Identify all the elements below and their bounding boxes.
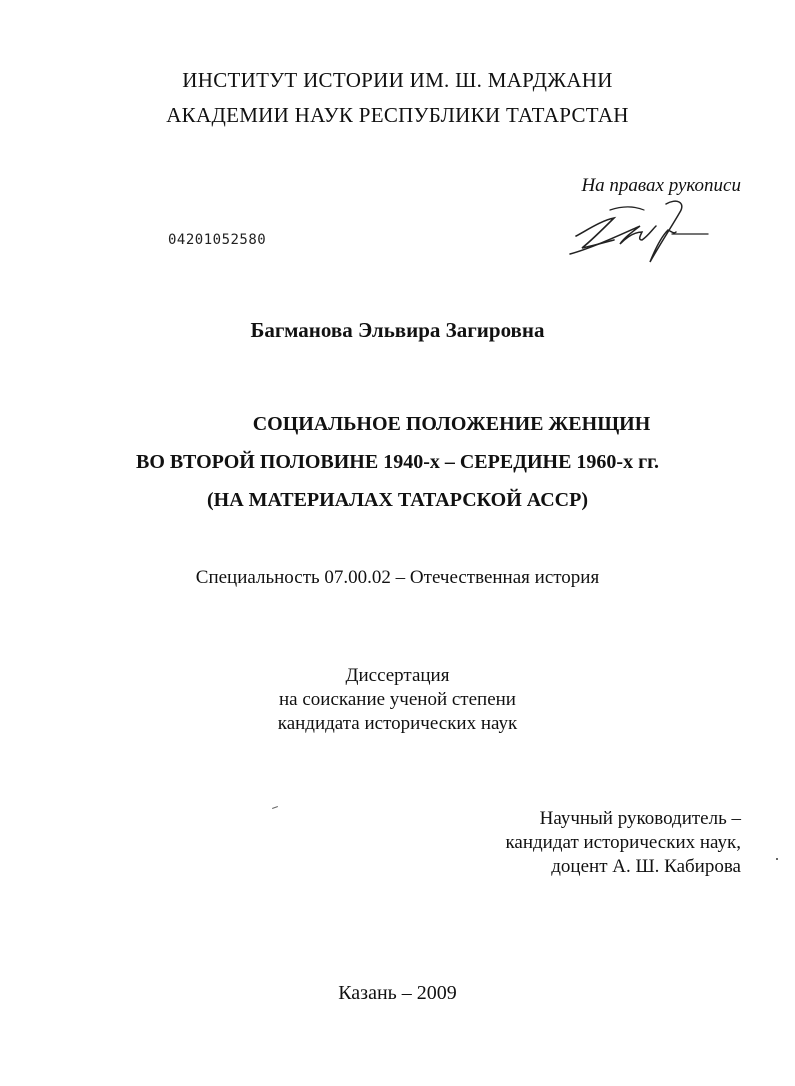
- supervisor-line2: кандидат исторических наук,: [505, 832, 741, 853]
- rights-note: На правах рукописи: [581, 175, 741, 196]
- title-line3: (НА МАТЕРИАЛАХ ТАТАРСКОЙ АССР): [207, 489, 588, 511]
- dissertation-line1: Диссертация: [345, 665, 450, 686]
- title-line1: СОЦИАЛЬНОЕ ПОЛОЖЕНИЕ ЖЕНЩИН: [252, 413, 651, 435]
- institute-name-line2: АКАДЕМИИ НАУК РЕСПУБЛИКИ ТАТАРСТАН: [166, 103, 629, 127]
- institute-name-line1: ИНСТИТУТ ИСТОРИИ ИМ. Ш. МАРДЖАНИ: [182, 68, 613, 92]
- supervisor-line3: доцент А. Ш. Кабирова: [551, 856, 741, 877]
- specialty: Специальность 07.00.02 – Отечественная история: [195, 567, 600, 588]
- scan-speck: [776, 858, 778, 860]
- title-line2: ВО ВТОРОЙ ПОЛОВИНЕ 1940-х – СЕРЕДИНЕ 1960-х гг.: [136, 451, 659, 473]
- scan-speck: [272, 806, 278, 809]
- supervisor-line1: Научный руководитель –: [539, 808, 741, 829]
- dissertation-line2: на соискание ученой степени: [279, 689, 516, 710]
- author-name: Багманова Эльвира Загировна: [250, 318, 545, 342]
- signature-icon: [562, 196, 712, 268]
- stamp-code: 04201052580: [168, 232, 267, 248]
- dissertation-line3: кандидата исторических наук: [277, 713, 518, 734]
- city-year: Казань – 2009: [338, 982, 457, 1004]
